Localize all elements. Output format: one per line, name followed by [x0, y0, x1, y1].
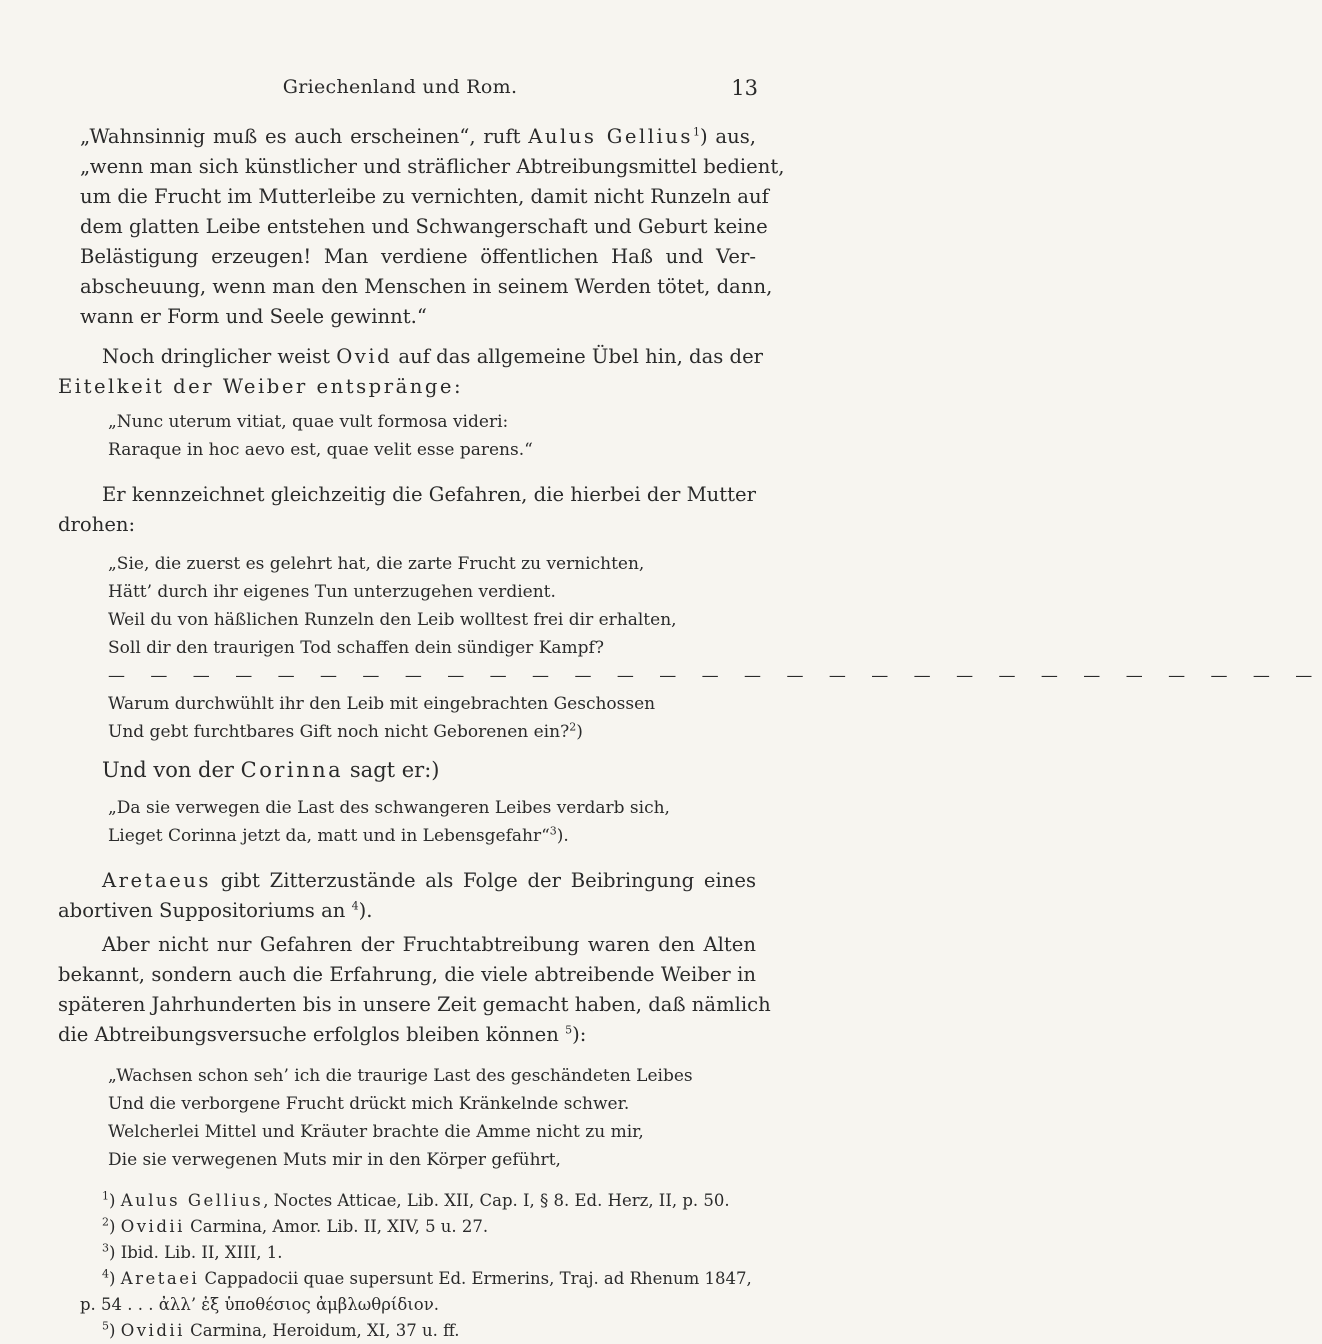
- text-line: Aretaeus gibt Zitterzustände als Folge der Beibringung eines: [102, 869, 756, 892]
- verse-line: Weil du von häßlichen Runzeln den Leib wolltest frei dir erhalten,: [108, 610, 677, 630]
- footnote-ref: 1: [692, 125, 700, 139]
- footnote-ref: 2: [569, 720, 577, 734]
- footnotes: [80, 1188, 756, 1344]
- footnote-ref: 4: [351, 899, 359, 913]
- text-line: die Abtreibungsversuche erfolglos bleiben können $^5$):: [58, 1023, 587, 1046]
- footnote: $^4$) Aretaei Cappadocii quae supersunt Ed. Ermerins, Traj. ad Rhenum 1847,: [102, 1267, 752, 1288]
- verse-line: Und gebt furchtbares Gift noch nicht Geborenen ein?$^2$): [108, 720, 583, 742]
- text-line: „Wahnsinnig muß es auch erscheinen“, ruft Aulus Gellius$^1$) aus,: [80, 125, 756, 148]
- verse-line: „Da sie verwegen die Last des schwangeren Leibes verdarb sich,: [108, 798, 670, 818]
- paragraph-aretaeus: [58, 866, 756, 926]
- paragraph-corinna: Und von der Corinna sagt er:): [102, 758, 440, 782]
- text-line: Noch dringlicher weist Ovid auf das allgemeine Übel hin, das der: [102, 345, 764, 368]
- page-header: [0, 76, 800, 106]
- verse-line: „Nunc uterum vitiat, quae vult formosa videri:: [108, 412, 509, 432]
- footnote-ref: 5: [565, 1023, 573, 1037]
- author-name: Aulus Gellius: [528, 125, 693, 148]
- footnote: $^5$) Ovidii Carmina, Heroidum, XI, 37 u. ff.: [102, 1319, 460, 1340]
- paragraph-dangers: [58, 480, 756, 540]
- text-line: dem glatten Leibe entstehen und Schwangerschaft und Geburt keine: [80, 215, 768, 238]
- verse-quote-latin: [108, 408, 756, 464]
- text-line: Er kennzeichnet gleichzeitig die Gefahren, die hierbei der Mutter: [102, 483, 756, 506]
- author-name: Ovid: [336, 345, 393, 368]
- footnote: $^2$) Ovidii Carmina, Amor. Lib. II, XIV, 5 u. 27.: [102, 1215, 489, 1236]
- footnote: $^3$) Ibid. Lib. II, XIII, 1.: [102, 1241, 283, 1262]
- emphasized-text: Eitelkeit der Weiber entspränge:: [58, 375, 464, 398]
- text-line: bekannt, sondern auch die Erfahrung, die viele abtreibende Weiber in: [58, 963, 756, 986]
- running-head: Griechenland und Rom.: [282, 76, 518, 98]
- verse-line: „Wachsen schon seh’ ich die traurige Last des geschändeten Leibes: [108, 1066, 693, 1086]
- verse-quote-heroides: [108, 1062, 756, 1174]
- author-name: Corinna: [240, 758, 344, 782]
- text-line: um die Frucht im Mutterleibe zu vernichten, damit nicht Runzeln auf: [80, 185, 769, 208]
- verse-line: „Sie, die zuerst es gelehrt hat, die zarte Frucht zu vernichten,: [108, 554, 645, 574]
- verse-quote-corinna: [108, 794, 756, 850]
- paragraph-gellius-quote: [80, 122, 785, 332]
- text-line: „wenn man sich künstlicher und sträflicher Abtreibungsmittel bedient,: [80, 155, 785, 178]
- text-line: drohen:: [58, 513, 136, 536]
- verse-line: Hätt’ durch ihr eigenes Tun unterzugehen verdient.: [108, 582, 556, 602]
- paragraph-ovid-intro: [58, 342, 764, 402]
- verse-line: Warum durchwühlt ihr den Leib mit eingebrachten Geschossen: [108, 694, 656, 714]
- verse-quote-german: [108, 550, 1322, 746]
- page-body: [58, 122, 1322, 1344]
- paragraph-failed-attempts: [58, 930, 771, 1050]
- verse-line: Die sie verwegenen Muts mir in den Körper geführt,: [108, 1150, 561, 1170]
- page-number: 13: [731, 76, 758, 100]
- verse-line: Lieget Corinna jetzt da, matt und in Lebensgefahr“$^3$).: [108, 824, 569, 846]
- text-line: Aber nicht nur Gefahren der Fruchtabtreibung waren den Alten: [102, 933, 756, 956]
- footnote-continuation: p. 54 . . . ἀλλ’ ἐξ ὑποθέσιος ἀμβλωθρίδιον.: [80, 1295, 439, 1314]
- author-name: Aretaeus: [102, 869, 211, 892]
- footnote-ref: 3: [549, 824, 557, 838]
- verse-line: Soll dir den traurigen Tod schaffen dein sündiger Kampf?: [108, 638, 604, 658]
- text-line: abortiven Suppositoriums an $^4$).: [58, 899, 373, 922]
- verse-line: Welcherlei Mittel und Kräuter brachte die Amme nicht zu mir,: [108, 1122, 644, 1142]
- text-line: späteren Jahrhunderten bis in unsere Zeit gemacht haben, daß nämlich: [58, 993, 771, 1016]
- ellipsis-dashes: — — — — — — — — — — — — — — — — — — — — — — — — — — — — —: [108, 666, 1322, 686]
- verse-line: Raraque in hoc aevo est, quae velit esse parens.“: [108, 440, 533, 460]
- verse-line: Und die verborgene Frucht drückt mich Kränkelnde schwer.: [108, 1094, 630, 1114]
- text-line: abscheuung, wenn man den Menschen in seinem Werden tötet, dann,: [80, 275, 773, 298]
- text-line: wann er Form und Seele gewinnt.“: [80, 305, 427, 328]
- footnote: $^1$) Aulus Gellius, Noctes Atticae, Lib. XII, Cap. I, § 8. Ed. Herz, II, p. 50.: [102, 1189, 730, 1210]
- text-line: Belästigung erzeugen! Man verdiene öffentlichen Haß und Ver-: [80, 245, 756, 268]
